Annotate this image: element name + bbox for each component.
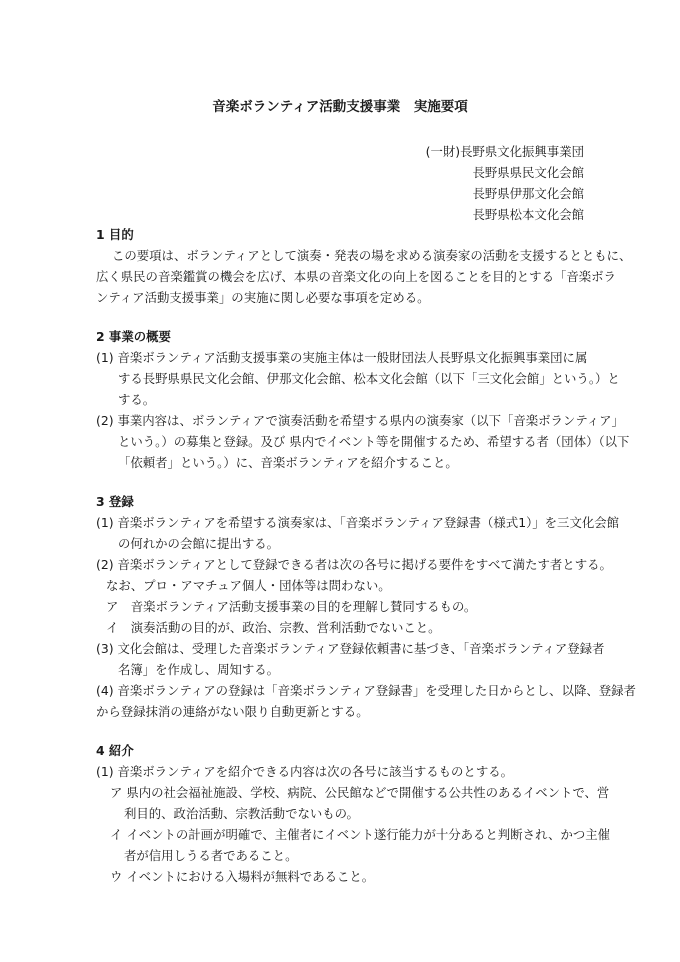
organization-name: (一財)長野県文化振興事業団: [425, 144, 584, 159]
section-text-line: この要項は、ボランティアとして演奏・発表の場を求める演奏家の活動を支援するとともに、: [112, 248, 632, 263]
section-text-line: ンティア活動支援事業」の実施に関し必要な事項を定める。: [96, 290, 430, 305]
section-text-line: イ 演奏活動の目的が、政治、宗教、営利活動でないこと。: [106, 620, 441, 635]
section-text-line: ア 県内の社会福祉施設、学校、病院、公民館などで開催する公共性のあるイベントで、営: [110, 785, 610, 800]
section-text-line: (4) 音楽ボランティアの登録は「音楽ボランティア登録書」を受理した日からとし、以降、登録者: [96, 683, 636, 698]
section-heading: 3 登録: [96, 494, 134, 509]
section-text-line: ウ イベントにおける入場料が無料であること。: [110, 869, 375, 884]
section-text-line: (2) 音楽ボランティアとして登録できる者は次の各号に掲げる要件をすべて満たす者とする。: [96, 557, 612, 572]
section-text-line: (3) 文化会館は、受理した音楽ボランティア登録依頼書に基づき、「音楽ボランティア登録者: [96, 641, 605, 656]
section-text-line: 名簿」を作成し、周知する。: [118, 662, 280, 677]
section-text-line: なお、プロ・アマチュア個人・団体等は問わない。: [106, 578, 391, 593]
section-text-line: する。: [118, 392, 156, 407]
section-text-line: 「依頼者」という。）に、音楽ボランティアを紹介すること。: [118, 455, 458, 470]
section-text-line: から登録抹消の連絡がない限り自動更新とする。: [96, 704, 369, 719]
section-text-line: ア 音楽ボランティア活動支援事業の目的を理解し賛同するもの。: [106, 599, 477, 614]
section-heading: 1 目的: [96, 227, 134, 242]
section-text-line: (2) 事業内容は、ボランティアで演奏活動を希望する県内の演奏家（以下「音楽ボランティア」: [96, 413, 624, 428]
section-text-line: する長野県県民文化会館、伊那文化会館、松本文化会館（以下「三文化会館」という。）と: [118, 371, 620, 386]
organization-name: 長野県伊那文化会館: [472, 186, 584, 201]
section-text-line: の何れかの会館に提出する。: [118, 536, 280, 551]
section-text-line: イ イベントの計画が明確で、主催者にイベント遂行能力が十分あると判断され、かつ主催: [110, 827, 611, 842]
section-text-line: 広く県民の音楽鑑賞の機会を広げ、本県の音楽文化の向上を図ることを目的とする「音楽ボラ: [96, 269, 616, 284]
section-text-line: (1) 音楽ボランティア活動支援事業の実施主体は一般財団法人長野県文化振興事業団に属: [96, 350, 588, 365]
organization-name: 長野県県民文化会館: [472, 165, 584, 180]
section-text-line: 者が信用しうる者であること。: [124, 848, 298, 863]
section-text-line: (1) 音楽ボランティアを希望する演奏家は、「音楽ボランティア登録書（様式1）」を三文化会館: [96, 515, 620, 530]
document-title: 音楽ボランティア活動支援事業 実施要項: [212, 99, 468, 115]
section-heading: 4 紹介: [96, 743, 134, 758]
organization-name: 長野県松本文化会館: [472, 207, 584, 222]
section-text-line: という。）の募集と登録。及び 県内でイベント等を開催するため、希望する者（団体）（以下: [118, 434, 630, 449]
section-text-line: 利目的、政治活動、宗教活動でないもの。: [124, 806, 359, 821]
section-text-line: (1) 音楽ボランティアを紹介できる内容は次の各号に該当するものとする。: [96, 764, 513, 779]
section-heading: 2 事業の概要: [96, 329, 171, 344]
